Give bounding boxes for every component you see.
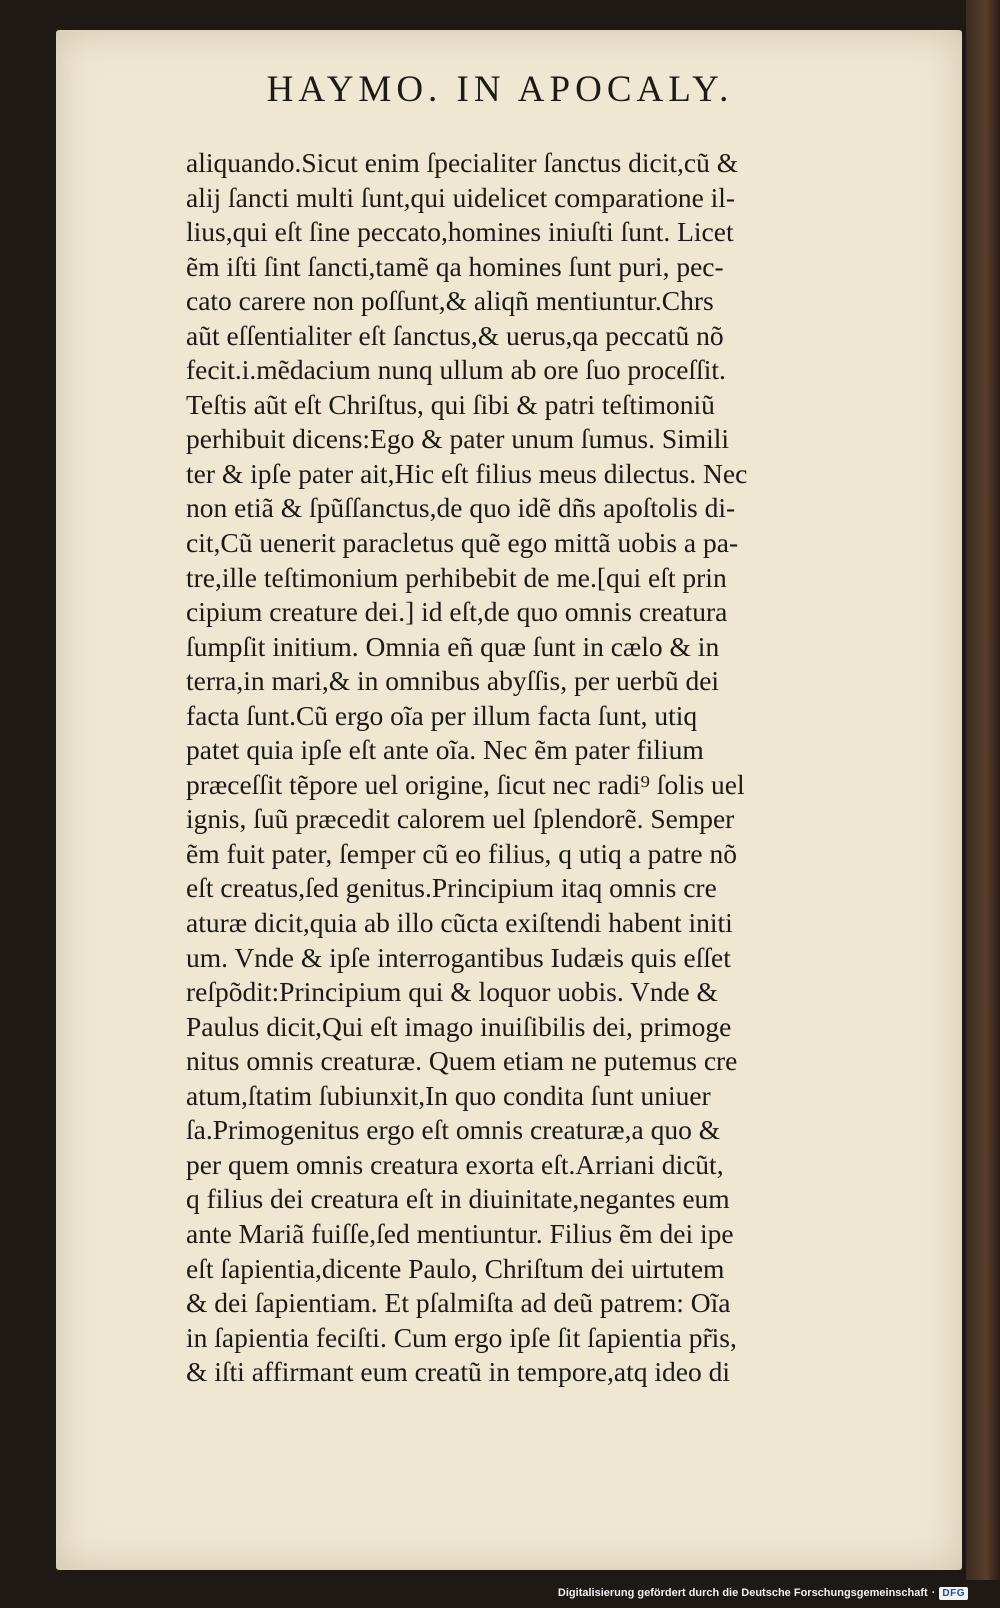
text-line: ante Mariã fuiſſe,ſed mentiuntur. Filius ẽm dei ipe [186,1217,734,1249]
text-line: per quem omnis creatura exorta eſt.Arriani dicũt, [186,1148,724,1180]
text-line: ſa.Primogenitus ergo eſt omnis creaturæ,a quo & [186,1114,721,1146]
book-edge [966,0,1000,1580]
text-line: patet quia ipſe eſt ante oĩa. Nec ẽm pater filium [186,734,704,766]
text-line: cit,Cũ uenerit paracletus quẽ ego mittã uobis a pa- [186,527,739,559]
text-line: um. Vnde & ipſe interrogantibus Iudæis quis eſſet [186,941,731,973]
text-line: atum,ſtatim ſubiunxit,In quo condita ſunt uniuer [186,1079,711,1111]
text-line: eſt ſapientia,dicente Paulo, Chriſtum dei uirtutem [186,1252,725,1284]
credit-text: Digitalisierung gefördert durch die Deutsche Forschungsgemeinschaft [557,1587,928,1599]
body-text [186,146,966,1390]
text-line: ter & ipſe pater ait,Hic eſt filius meus dilectus. Nec [186,457,748,489]
text-line: aũt eſſentialiter eſt ſanctus,& uerus,qa peccatũ nõ [186,319,724,351]
text-line: terra,in mari,& in omnibus abyſſis, per uerbũ dei [186,665,720,697]
digitization-credit [558,1584,968,1602]
text-line: aliquando.Sicut enim ſpecialiter ſanctus dicit,cũ & [186,147,739,178]
text-line: & dei ſapientiam. Et pſalmiſta ad deũ patrem: Oĩa [186,1287,731,1319]
text-line: in ſapientia feciſti. Cum ergo ipſe ſit ſapientia pr̃is, [186,1321,737,1353]
text-line: q filius dei creatura eſt in diuinitate,negantes eum [186,1183,730,1215]
text-line: ẽm fuit pater, ſemper cũ eo filius, q utiq a patre nõ [186,837,738,869]
text-line: cipium creature dei.] id eſt,de quo omnis creatura [186,596,728,628]
text-line: tre,ille teſtimonium perhibebit de me.[qui eſt prin [186,561,727,593]
text-line: perhibuit dicens:Ego & pater unum ſumus. Simili [186,423,730,455]
text-line: cato carere non poſſunt,& aliqñ mentiuntur.Chrs [186,285,714,317]
text-line: ſumpſit initium. Omnia eñ quæ ſunt in cælo & in [186,630,720,662]
text-line: eſt creatus,ſed genitus.Principium itaq omnis cre [186,872,717,904]
text-line: aturæ dicit,quia ab illo cũcta exiſtendi habent initi [186,907,733,939]
text-line: Paulus dicit,Qui eſt imago inuiſibilis dei, primoge [186,1010,732,1042]
text-line: ẽm iſti ſint ſancti,tamẽ qa homines ſunt puri, pec- [186,250,724,282]
text-line: ignis, ſuũ præcedit calorem uel ſplendorẽ. Semper [186,803,735,835]
text-line: nitus omnis creaturæ. Quem etiam ne putemus cre [186,1045,738,1077]
text-line: fecit.i.mẽdacium nunq ullum ab ore ſuo proceſſit. [186,354,726,386]
text-line: facta ſunt.Cũ ergo oĩa per illum facta ſunt, utiq [186,699,698,731]
text-line: lius,qui eſt ſine peccato,homines iniuſti ſunt. Licet [186,216,734,248]
credit-separator: · [931,1587,936,1599]
text-line: reſpõdit:Principium qui & loquor uobis. Vnde & [186,976,718,1008]
text-line: & iſti affirmant eum creatũ in tempore,atq ideo di [186,1356,730,1388]
dfg-logo-icon: DFG [939,1587,968,1600]
text-line: alij ſancti multi ſunt,qui uidelicet comparatione il- [186,181,736,213]
text-line: Teſtis aũt eſt Chriſtus, qui ſibi & patri teſtimoniũ [186,388,715,420]
text-line: non etiã & ſpũſſanctus,de quo idẽ dñs apoſtolis di- [186,492,736,524]
text-line: præceſſit tẽpore uel origine, ſicut nec radi⁹ ſolis uel [186,768,745,800]
running-head: HAYMO. IN APOCALY. [266,69,734,110]
